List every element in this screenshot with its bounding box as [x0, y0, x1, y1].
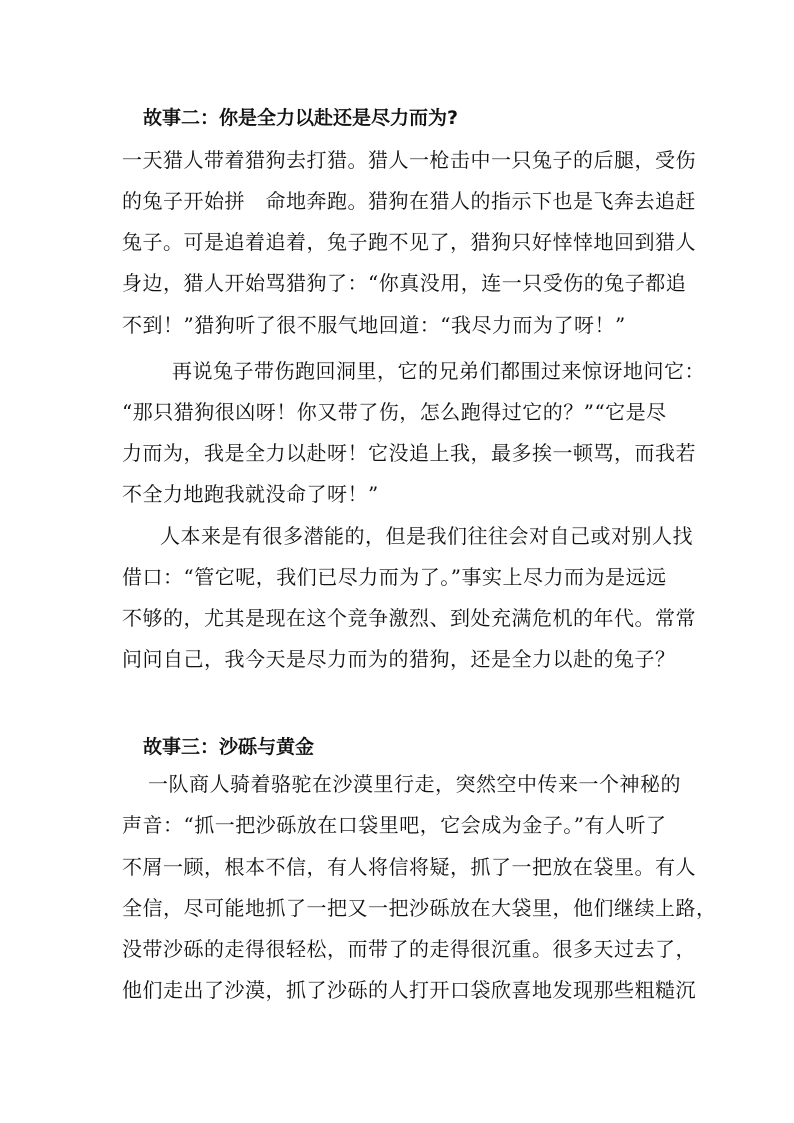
story3-line-4: 全信，尽可能地抓了一把又一把沙砾放在大袋里，他们继续上路， [122, 896, 717, 920]
story2-line-6: 再说兔子带伤跑回洞里，它的兄弟们都围过来惊讶地问它： [172, 359, 705, 383]
story2-line-13: 问问自己，我今天是尽力而为的猎狗，还是全力以赴的兔子？ [122, 647, 676, 671]
story3-line-2: 声音：“抓一把沙砾放在口袋里吧，它会成为金子。”有人听了 [122, 813, 667, 837]
story3-line-5: 没带沙砾的走得很轻松，而带了的走得很沉重。很多天过去了， [122, 937, 696, 961]
story3-line-6: 他们走出了沙漠，抓了沙砾的人打开口袋欣喜地发现那些粗糙沉 [122, 978, 696, 1002]
story2-line-1: 一天猎人带着猎狗去打猎。猎人一枪击中一只兔子的后腿，受伤 [122, 148, 696, 172]
story3-line-3: 不屑一顾，根本不信，有人将信将疑，抓了一把放在袋里。有人 [122, 855, 696, 879]
story2-line-8: 力而为，我是全力以赴呀！它没追上我，最多挨一顿骂，而我若 [122, 441, 696, 465]
story2-line-4: 身边，猎人开始骂猎狗了：“你真没用，连一只受伤的兔子都追 [122, 271, 687, 295]
story2-line-9: 不全力地跑我就没命了呀！” [122, 482, 379, 506]
story3-line-1: 一队商人骑着骆驼在沙漠里行走，突然空中传来一个神秘的 [148, 772, 681, 796]
story2-line-7: “那只猎狗很凶呀！你又带了伤，怎么跑得过它的？”“它是尽 [122, 400, 667, 424]
story2-line-10: 人本来是有很多潜能的，但是我们往往会对自己或对别人找 [160, 524, 693, 548]
story2-line-2: 的兔子开始拼 命地奔跑。猎狗在猎人的指示下也是飞奔去追赶 [122, 189, 696, 213]
story3-title: 故事三：沙砾与黄金 [143, 736, 315, 758]
story2-line-11: 借口：“管它呢，我们已尽力而为了。”事实上尽力而为是远远 [122, 565, 667, 589]
story2-line-5: 不到！”猎狗听了很不服气地回道：“我尽力而为了呀！” [122, 313, 626, 337]
story2-title: 故事二：你是全力以赴还是尽力而为? [143, 107, 459, 129]
story2-line-3: 兔子。可是追着追着，兔子跑不见了，猎狗只好悻悻地回到猎人 [122, 230, 696, 254]
story2-line-12: 不够的，尤其是现在这个竞争激烈、到处充满危机的年代。常常 [122, 606, 696, 630]
